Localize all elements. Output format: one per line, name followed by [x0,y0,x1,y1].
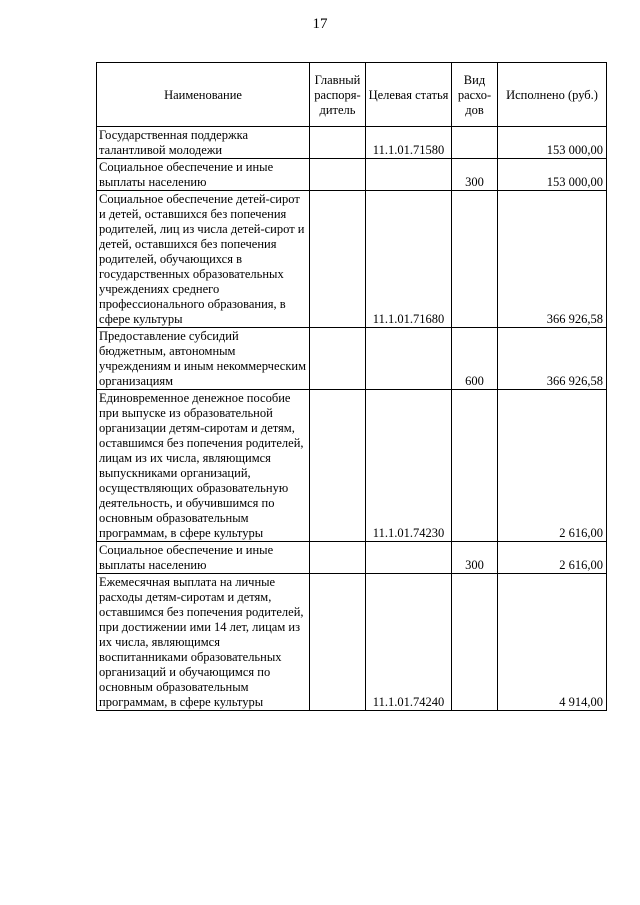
cell-target-article: 11.1.01.74240 [366,574,452,711]
cell-expense-type [452,390,498,542]
cell-main-admin [310,328,366,390]
table-row [97,159,607,191]
cell-name: Единовременное денежное пособие при выпуске из образовательной организации детям-сиротам и детям, оставшимся без попечения родителей, лицам из их числа, являющимся выпускниками организаций, осуществляющих образовательную деятельность, и обучившимся по основным образовательным программам, в сфере культуры [97,390,310,542]
cell-name: Ежемесячная выплата на личные расходы детям-сиротам и детям, оставшимся без попечения родителей, при достижении ими 14 лет, лицам из их числа, являющимся воспитанниками образовательных организаций и обучающимся по основным образовательным программам, в сфере культуры [97,574,310,711]
cell-name: Социальное обеспечение и иные выплаты населению [97,542,310,574]
cell-executed: 153 000,00 [498,159,607,191]
cell-target-article [366,159,452,191]
header-target-article: Целевая статья [366,63,452,127]
page-number: 17 [312,16,328,32]
cell-executed: 2 616,00 [498,542,607,574]
cell-main-admin [310,159,366,191]
cell-name: Предоставление субсидий бюджетным, автономным учреждениям и иным некоммерческим организациям [97,328,310,390]
cell-expense-type: 300 [452,542,498,574]
header-executed: Исполнено (руб.) [498,63,607,127]
cell-expense-type [452,127,498,159]
cell-executed: 4 914,00 [498,574,607,711]
cell-name: Государственная поддержка талантливой молодежи [97,127,310,159]
cell-executed: 366 926,58 [498,328,607,390]
cell-executed: 366 926,58 [498,191,607,328]
cell-main-admin [310,191,366,328]
table-row [97,191,607,328]
cell-target-article: 11.1.01.71580 [366,127,452,159]
cell-name: Социальное обеспечение детей-сирот и детей, оставшихся без попечения родителей, лиц из числа детей-сирот и детей, оставшихся без попечения родителей, обучающихся в государственных образовательных учреждениях среднего профессионального образования, в сфере культуры [97,191,310,328]
cell-expense-type: 300 [452,159,498,191]
cell-main-admin [310,574,366,711]
budget-table [96,62,607,711]
cell-target-article: 11.1.01.74230 [366,390,452,542]
cell-main-admin [310,127,366,159]
table-row [97,328,607,390]
table-row [97,542,607,574]
table-row [97,574,607,711]
cell-target-article: 11.1.01.71680 [366,191,452,328]
header-name: Наименование [97,63,310,127]
table-row [97,127,607,159]
cell-executed: 153 000,00 [498,127,607,159]
cell-name: Социальное обеспечение и иные выплаты населению [97,159,310,191]
cell-expense-type: 600 [452,328,498,390]
cell-main-admin [310,390,366,542]
table-header-row [97,63,607,127]
cell-executed: 2 616,00 [498,390,607,542]
cell-main-admin [310,542,366,574]
cell-expense-type [452,191,498,328]
table-row [97,390,607,542]
header-main-admin: Главный распоря-дитель [310,63,366,127]
cell-target-article [366,542,452,574]
cell-expense-type [452,574,498,711]
cell-target-article [366,328,452,390]
header-expense-type: Вид расхо-дов [452,63,498,127]
